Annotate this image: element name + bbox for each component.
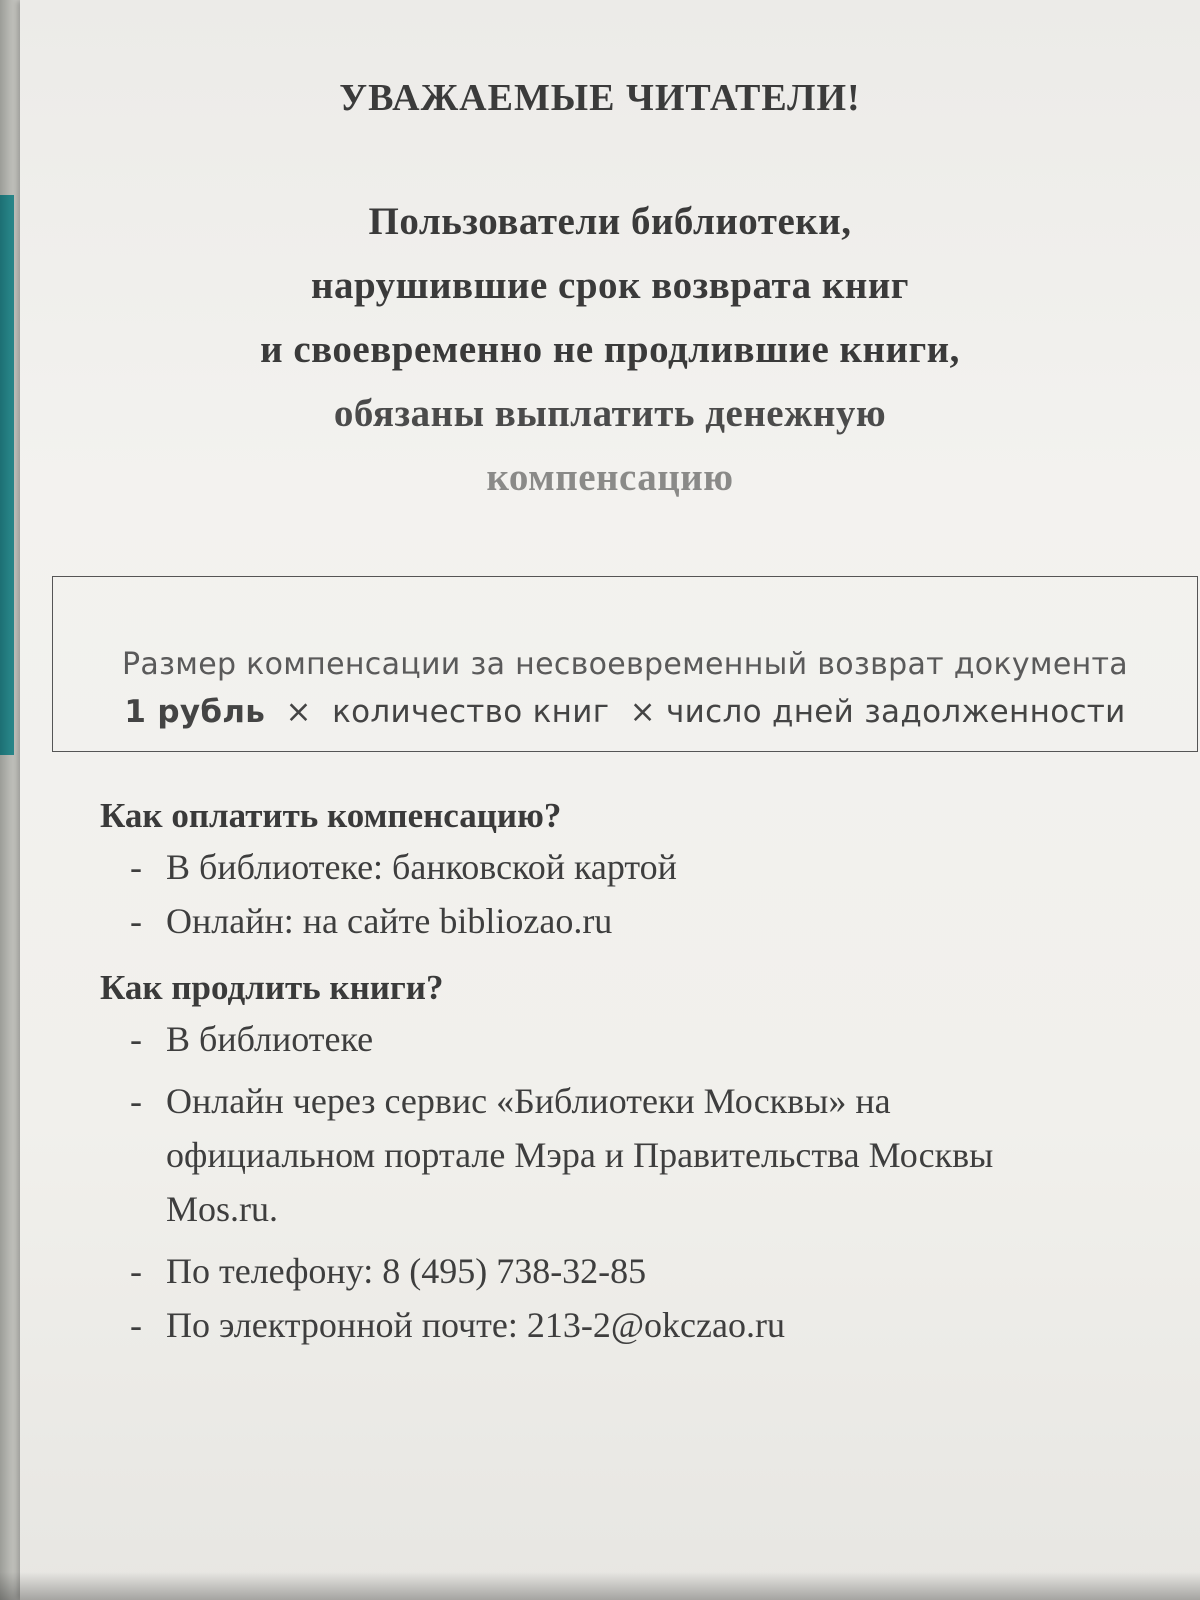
compensation-formula-box: [52, 576, 1198, 752]
list-item: - В библиотеке: [100, 1012, 1000, 1066]
formula-factor-books: количество книг: [332, 694, 610, 730]
formula-expression: [53, 694, 1197, 730]
renewal-question: Как продлить книги?: [100, 968, 444, 1007]
formula-factor-days: число дней задолженности: [666, 694, 1126, 730]
list-item: - По электронной почте: 213-2@okczao.ru: [100, 1298, 1000, 1352]
formula-title: Размер компенсации за несвоевременный возврат документа: [121, 647, 1128, 682]
list-item: - В библиотеке: банковской картой: [100, 840, 1150, 894]
list-dash: -: [130, 1251, 142, 1291]
list-item: - По телефону: 8 (495) 738-32-85: [100, 1244, 1000, 1298]
intro-line: нарушившие срок возврата книг: [311, 264, 909, 307]
list-dash: -: [130, 847, 142, 887]
renewal-section: [100, 968, 1150, 1352]
intro-line: и своевременно не продлившие книги,: [260, 328, 960, 371]
multiply-sign: ×: [285, 694, 312, 730]
list-dash: -: [130, 901, 142, 941]
list-dash: -: [130, 1019, 142, 1059]
list-dash: -: [130, 1081, 142, 1121]
notice-title: УВАЖАЕМЫЕ ЧИТАТЕЛИ!: [339, 77, 861, 119]
list-item: - Онлайн через сервис «Библиотеки Москвы» на официальном портале Мэра и Правительства Москвы Mos.ru.: [100, 1074, 1000, 1236]
renewal-list: [100, 1012, 1000, 1352]
payment-section: [100, 796, 1150, 948]
intro-line: обязаны выплатить денежную: [333, 392, 887, 435]
list-item: - Онлайн: на сайте bibliozao.ru: [100, 894, 1150, 948]
intro-text: [130, 190, 1090, 510]
multiply-sign: ×: [629, 694, 656, 730]
list-dash: -: [130, 1305, 142, 1345]
payment-question: Как оплатить компенсацию?: [100, 796, 562, 835]
folder-strip: [0, 195, 14, 755]
formula-amount: 1 рубль: [124, 694, 266, 730]
bottom-shadow: [0, 1572, 1200, 1600]
intro-line: компенсацию: [486, 456, 734, 499]
intro-line: Пользователи библиотеки,: [368, 200, 852, 243]
payment-list: [100, 840, 1150, 948]
